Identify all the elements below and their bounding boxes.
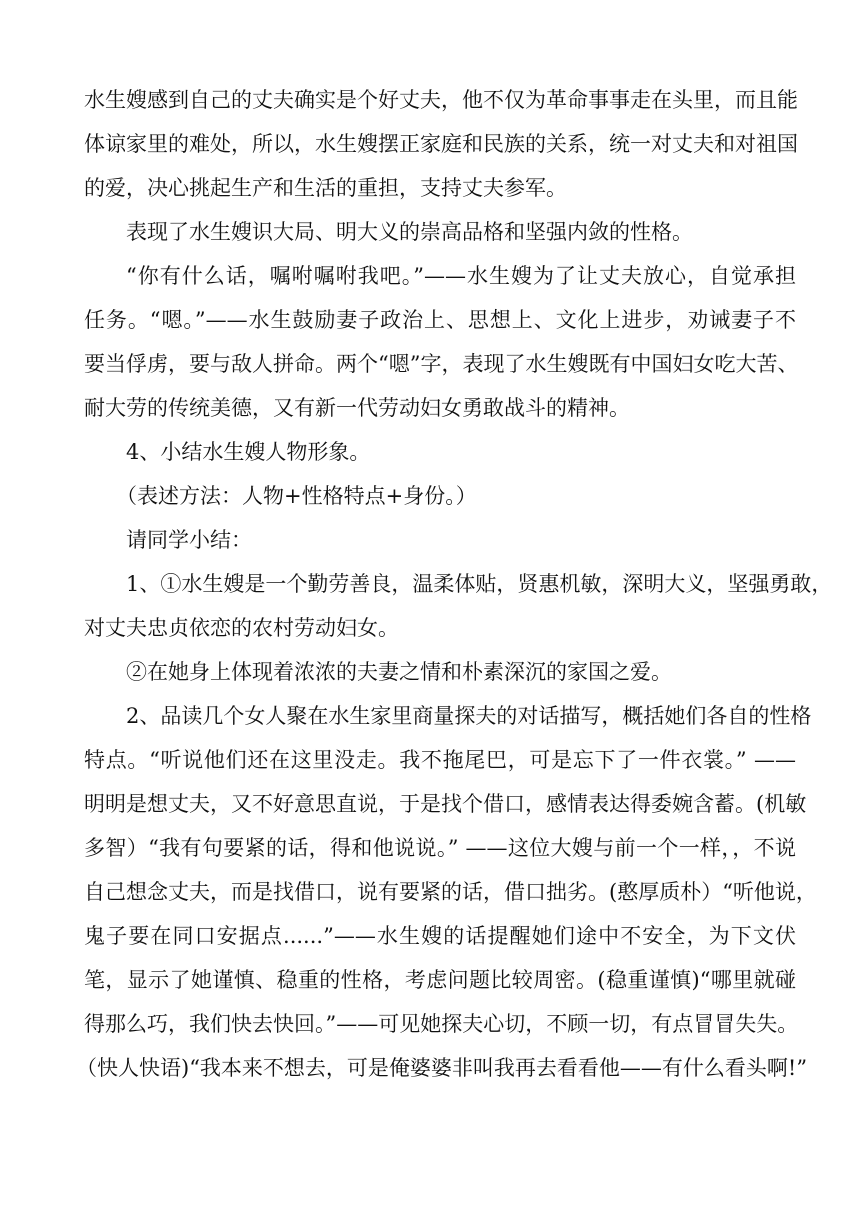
- text-line-1: 水生嫂感到自己的丈夫确实是个好丈夫，他不仅为革命事事走在头里，而且能: [84, 88, 798, 112]
- text-line-23: （快人快语)“我本来不想去，可是俺婆婆非叫我再去看看他——有什么看头啊!”: [76, 1056, 808, 1080]
- text-line-11: 请同学小结：: [126, 528, 252, 552]
- text-line-19: 自己想念丈夫，而是找借口，说有要紧的话，借口拙劣。(憨厚质朴）“听他说，: [84, 880, 817, 904]
- text-line-17: 明明是想丈夫，又不好意思直说，于是找个借口，感情表达得委婉含蓄。(机敏: [84, 792, 807, 816]
- text-line-13: 对丈夫忠贞依恋的农村劳动妇女。: [84, 616, 399, 640]
- text-line-3: 的爱，决心挑起生产和生活的重担，支持丈夫参军。: [84, 176, 567, 200]
- text-line-5: “你有什么话，嘱咐嘱咐我吧。”——水生嫂为了让丈夫放心，自觉承担: [126, 264, 796, 288]
- text-line-22: 得那么巧，我们快去快回。”——可见她探夫心切，不顾一切，有点冒冒失失。: [84, 1012, 799, 1036]
- text-line-4: 表现了水生嫂识大局、明大义的崇高品格和坚强内敛的性格。: [126, 220, 693, 244]
- text-line-2: 体谅家里的难处，所以，水生嫂摆正家庭和民族的关系，统一对丈夫和对祖国: [84, 132, 798, 156]
- text-line-8: 耐大劳的传统美德，又有新一代劳动妇女勇敢战斗的精神。: [84, 396, 630, 420]
- text-line-14: ②在她身上体现着浓浓的夫妻之情和朴素深沉的家国之爱。: [126, 660, 672, 684]
- text-line-21: 笔，显示了她谨慎、稳重的性格，考虑问题比较周密。(稳重谨慎)“哪里就碰: [84, 968, 796, 992]
- text-line-10: （表述方法：人物+性格特点+身份。）: [116, 484, 477, 508]
- text-line-16: 特点。“听说他们还在这里没走。我不拖尾巴，可是忘下了一件衣裳。” ——: [84, 748, 796, 772]
- document-body: [76, 78, 833, 1090]
- text-line-7: 要当俘虏，要与敌人拼命。两个“嗯”字，表现了水生嫂既有中国妇女吃大苦、: [84, 352, 799, 376]
- text-line-9: 4、小结水生嫂人物形象。: [126, 440, 371, 464]
- text-line-6: 任务。“嗯。”——水生鼓励妻子政治上、思想上、文化上进步，劝诫妻子不: [84, 308, 796, 332]
- text-line-18: 多智）“我有句要紧的话，得和他说说。” ——这位大嫂与前一个一样，，不说: [84, 836, 796, 860]
- text-line-20: 鬼子要在同口安据点......”——水生嫂的话提醒她们途中不安全，为下文伏: [84, 924, 796, 948]
- text-line-12: 1、①水生嫂是一个勤劳善良，温柔体贴，贤惠机敏，深明大义，坚强勇敢，: [126, 572, 833, 596]
- text-line-15: 2、品读几个女人聚在水生家里商量探夫的对话描写，概括她们各自的性格: [126, 704, 812, 728]
